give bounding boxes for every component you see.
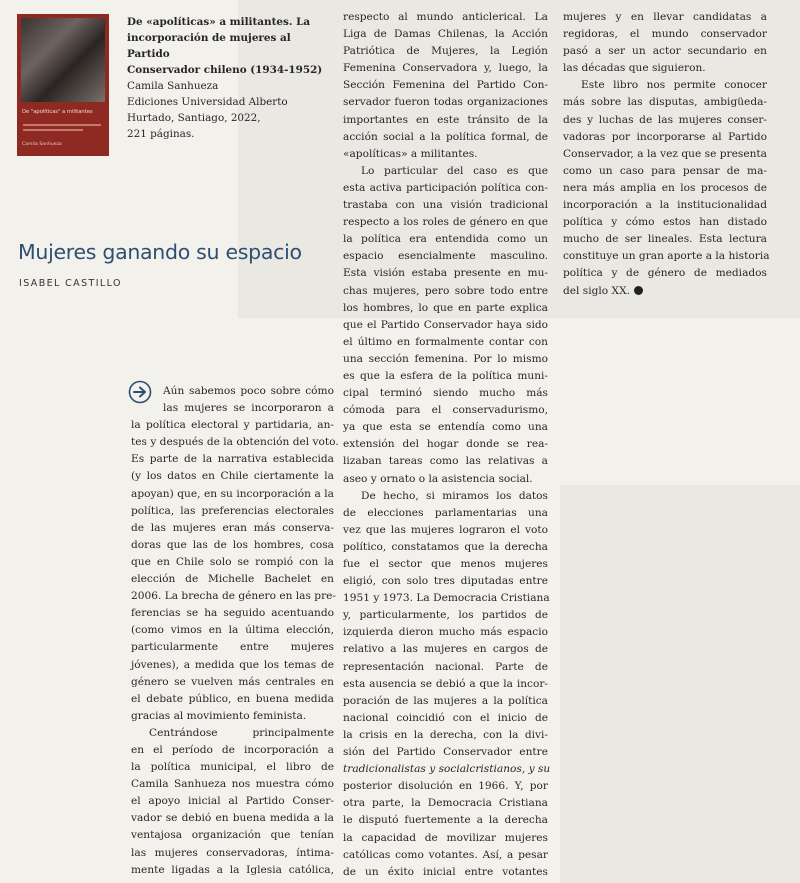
cover-title: De "apolíticas" a militantes [22, 109, 93, 115]
review-headline: Mujeres ganando su espacio [18, 240, 302, 264]
text-line: una sección femenina. Por lo mismo [343, 352, 548, 365]
text-line: católicas como votantes. Así, a pesar [343, 848, 548, 861]
text-line: que el Partido Conservador haya sido [343, 318, 548, 331]
text-line [563, 283, 767, 300]
text-line: que en Chile solo se rompió con la [131, 555, 334, 568]
book-info [127, 14, 327, 142]
text-line: tes y después de la obtención del voto. [131, 436, 339, 449]
text-line: político, constatamos que la derecha [343, 540, 548, 553]
text-line: (y los datos en Chile ciertamente la [131, 470, 334, 483]
text-line: izquierda dieron mucho más espacio [343, 626, 548, 639]
text-line: de un éxito inicial entre votantes [343, 865, 548, 878]
text-line: lizaban tareas como las relativas a [343, 455, 548, 468]
text-line: Esta visión estaba presente en mu- [343, 267, 548, 280]
text-line: (como vimos en la última elección, [131, 624, 334, 637]
end-mark-icon [634, 286, 643, 295]
text-line: tradicionalistas y socialcristianos, y su [343, 763, 551, 776]
book-title-line: De «apolíticas» a militantes. La [127, 16, 311, 28]
text-line-end: del siglo XX. [563, 284, 630, 297]
text-line: cómoda para el conservadurismo, [343, 404, 548, 417]
text-line: las mujeres conservadoras, íntima- [131, 846, 334, 859]
book-cover [17, 14, 109, 156]
text-line: chas mujeres, pero sobre todo entre [343, 284, 548, 297]
text-line: la capacidad de movilizar mujeres [343, 831, 548, 844]
text-column-1 [131, 383, 339, 879]
book-publisher-line: Hurtado, Santiago, 2022, [127, 112, 261, 124]
book-pages: 221 páginas. [127, 128, 195, 140]
text-line: pasó a ser un actor secundario en [563, 45, 767, 58]
text-column-2 [343, 9, 551, 881]
text-line: de elecciones parlamentarias una [343, 506, 548, 519]
text-line: Conservador, a la vez que se presenta [563, 147, 767, 160]
text-line: Centrándose principalmente [149, 726, 334, 739]
text-line: el debate público, en buena medida [131, 692, 334, 705]
text-line: Sección Femenina del Partido Con- [343, 79, 548, 92]
text-line: de las mujeres eran más conserva- [131, 521, 334, 534]
cover-photo [21, 18, 105, 102]
text-line: aseo y ornato o la asistencia social. [343, 472, 533, 485]
text-line: el último en formalmente contar con [343, 335, 548, 348]
text-line: el apoyo inicial al Partido Conser- [131, 795, 334, 808]
text-line: mujeres y en llevar candidatas a [563, 11, 767, 23]
text-line: los hombres, lo que en parte explica [343, 301, 548, 314]
text-line: nacional coincidió con el inicio de [343, 711, 548, 724]
text-line: cipal terminó siendo mucho más [343, 387, 548, 400]
book-title-line: incorporación de mujeres al Partido [127, 32, 291, 60]
text-line: regidoras, el mundo conservador [563, 28, 767, 41]
text-line: trastaba con una visión tradicional [343, 199, 548, 212]
text-line: respecto al mundo anticlerical. La [343, 11, 548, 23]
text-line: respecto a los roles de género en que [343, 216, 548, 229]
text-line: particularmente entre mujeres [131, 641, 334, 654]
review-author: ISABEL CASTILLO [19, 278, 122, 289]
text-line: Lo particular del caso es que [361, 164, 548, 177]
text-line: Camila Sanhueza nos muestra cómo [131, 778, 334, 791]
text-line: la política electoral y partidaria, an- [131, 419, 334, 432]
text-line: es que la esfera de la política muni- [343, 369, 548, 382]
text-line: des y luchas de las mujeres conser- [563, 113, 767, 126]
text-line: servador fueron todas organizaciones [343, 96, 548, 109]
text-line: y, particularmente, los partidos de [343, 609, 548, 622]
text-line: esta activa participación política con- [343, 181, 548, 194]
text-line: nera más amplia en los procesos de [563, 181, 767, 194]
text-column-3 [563, 9, 770, 300]
text-line: esta ausencia se debió a que la incor- [343, 677, 548, 690]
text-line: la política era entendida como un [343, 233, 548, 246]
text-line: Aún sabemos poco sobre cómo [163, 385, 334, 397]
text-line: posterior disolución en 1966. Y, por [343, 780, 548, 793]
text-line: 2006. La brecha de género en las pre- [131, 590, 337, 603]
text-line: mente ligadas a la Iglesia católica, [131, 863, 334, 876]
text-line: gracias al movimiento feminista. [131, 709, 307, 722]
text-line: acción social a la política formal, de [343, 130, 548, 143]
text-line: De hecho, si miramos los datos [361, 489, 548, 502]
book-author: Camila Sanhueza [127, 80, 219, 92]
text-line: importantes en este tránsito de la [343, 113, 548, 126]
text-line: eligió, con solo tres diputadas entre [343, 575, 548, 588]
text-line: la política municipal, el libro de [131, 761, 334, 774]
text-line: Es parte de la narrativa establecida [131, 453, 334, 466]
text-line: ferencias se ha seguido acentuando [131, 607, 334, 620]
text-line: vez que las mujeres lograron el voto [343, 523, 548, 536]
text-line: «apolíticas» a militantes. [343, 147, 478, 160]
text-line: política y de género de mediados [563, 267, 767, 280]
book-title-line: Conservador chileno (1934-1952) [127, 64, 323, 76]
text-line: extensión del hogar donde se rea- [343, 438, 548, 451]
text-line: Este libro nos permite conocer [581, 79, 767, 92]
text-line: incorporación a la institucionalidad [563, 199, 767, 212]
text-line: apoyan) que, en su incorporación a la [131, 487, 334, 500]
text-line: Femenina Conservadora y, luego, la [343, 62, 548, 75]
text-line: en el período de incorporación a [131, 743, 334, 756]
text-line: Patriótica de Mujeres, la Legión [343, 45, 548, 58]
text-line: género se vuelven más centrales en [131, 675, 334, 688]
text-line: más sobre las disputas, ambigüeda- [563, 96, 767, 109]
text-line: doras que las de los hombres, cosa [131, 538, 334, 551]
text-line: le disputó fuertemente a la derecha [343, 814, 548, 827]
text-line: vadoras por incorporarse al Partido [563, 130, 767, 143]
text-line: fue el sector que menos mujeres [343, 558, 548, 570]
text-line: relativo a las mujeres en cargos de [343, 643, 548, 656]
text-line: política y cómo estos han distado [563, 216, 767, 229]
text-line: espacio esencialmente masculino. [343, 250, 548, 263]
text-line: otra parte, la Democracia Cristiana [343, 797, 548, 810]
text-line: como un caso para pensar de ma- [563, 164, 767, 177]
bleed-through-panel [560, 485, 800, 883]
text-line: mucho de ser lineales. Esta lectura [563, 233, 767, 246]
text-line: ventajosa organización que tenían [131, 829, 334, 842]
text-line: política, las preferencias electorales [131, 504, 334, 517]
text-line: Liga de Damas Chilenas, la Acción [343, 28, 548, 41]
text-line: constituye un gran aporte a la historia [563, 250, 770, 263]
cover-author: Camila Sanhueza [22, 142, 62, 147]
text-line: la crisis en la derecha, con la divi- [343, 728, 548, 741]
text-line: las mujeres se incorporaron a [163, 402, 334, 415]
book-publisher-line: Ediciones Universidad Alberto [127, 96, 288, 108]
text-line: sión del Partido Conservador entre [343, 746, 548, 759]
text-line: las décadas que siguieron. [563, 62, 706, 75]
text-line: jóvenes), a medida que los temas de [131, 658, 334, 671]
text-line: vador se debió en buena medida a la [131, 812, 334, 825]
text-line: representación nacional. Parte de [343, 660, 548, 673]
text-line: 1951 y 1973. La Democracia Cristiana [343, 592, 550, 605]
text-line: ya que esta se entendía como una [343, 421, 548, 434]
text-line: poración de las mujeres a la política [343, 694, 548, 707]
text-line: elección de Michelle Bachelet en [131, 573, 334, 586]
